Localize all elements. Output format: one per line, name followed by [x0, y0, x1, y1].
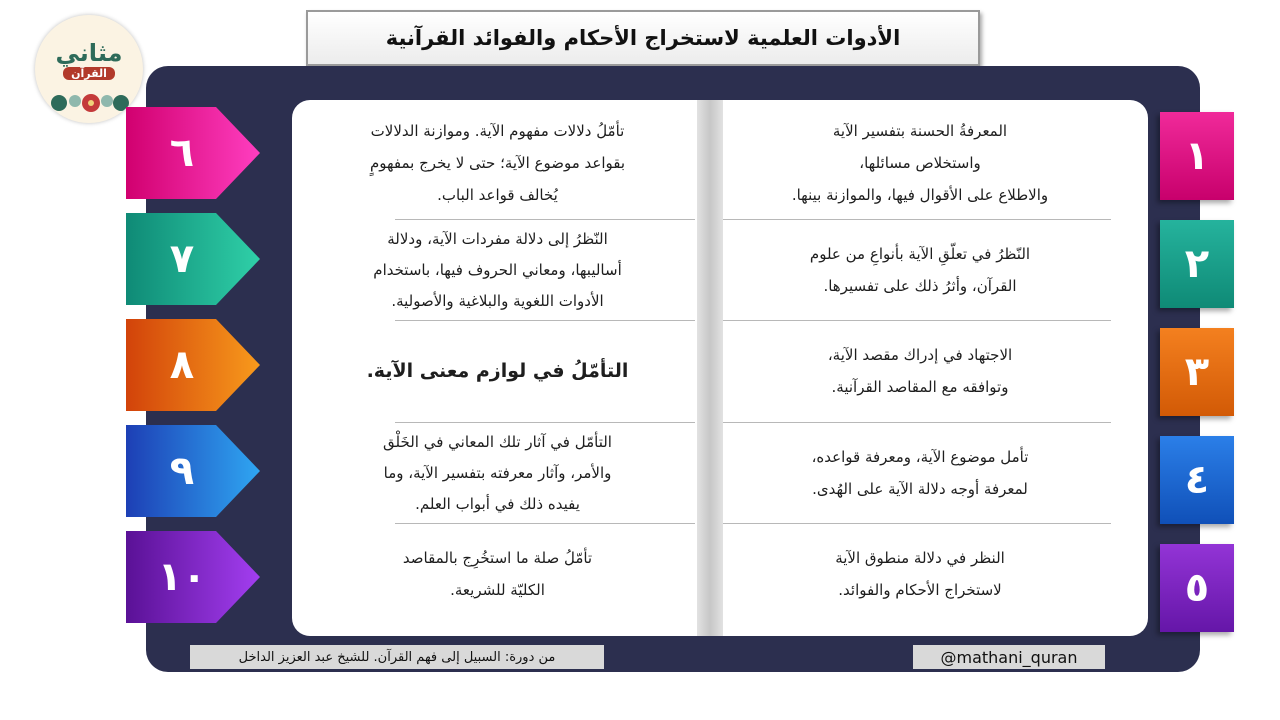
tool-6-text: [300, 108, 695, 218]
number-tab-7: [126, 213, 260, 305]
tool-5-text: [735, 524, 1105, 624]
tool-4-line: تأمل موضوع الآية، ومعرفة قواعده،: [811, 448, 1029, 466]
number-tab-9: [126, 425, 260, 517]
number-tab-2: ٢: [1160, 220, 1234, 308]
number-tab-8: [126, 319, 260, 411]
number-tab-9-label: ٩: [169, 448, 195, 494]
tool-2-line: القرآن، وأثرُ ذلك على تفسيرها.: [823, 277, 1017, 295]
column-divider: [697, 100, 723, 636]
tool-6-line: يُخالف قواعد الباب.: [437, 186, 558, 204]
tool-9-line: يفيده ذلك في أبواب العلم.: [415, 494, 580, 513]
number-tab-8-label: ٨: [169, 342, 195, 388]
social-handle: @mathani_quran: [913, 645, 1105, 669]
course-source: من دورة: السبيل إلى فهم القرآن. للشيخ عبد العزيز الداخل: [190, 645, 604, 669]
tool-6-line: بقواعد موضوع الآية؛ حتى لا يخرج بمفهومٍ: [369, 154, 626, 172]
logo-text-main: مثاني: [55, 38, 123, 67]
number-tab-6-label: ٦: [169, 130, 195, 176]
tool-9-line: التأمّل في آثار تلك المعاني في الخَلْق: [383, 432, 612, 451]
tool-10-line: تأمّلُ صلة ما استخُرِج بالمقاصد: [402, 549, 593, 567]
tool-1-line: والاطلاع على الأقوال فيها، والموازنة بينها.: [791, 186, 1049, 204]
tool-4-line: لمعرفة أوجه دلالة الآية على الهُدى.: [812, 480, 1028, 498]
number-tab-7-label: ٧: [169, 236, 195, 282]
tool-9-line: والأمر، وآثار معرفته بتفسير الآية، وما: [383, 463, 612, 482]
tool-7-line: النّظرُ إلى دلالة مفردات الآية، ودلالة: [387, 229, 608, 248]
page-title: الأدوات العلمية لاستخراج الأحكام والفوائد القرآنية: [306, 10, 980, 66]
number-tab-4: ٤: [1160, 436, 1234, 524]
tool-7-line: الأدوات اللغوية والبلاغية والأصولية.: [391, 291, 604, 310]
tool-7-line: أساليبها، ومعاني الحروف فيها، باستخدام: [373, 260, 622, 279]
number-tab-1: ١: [1160, 112, 1234, 200]
tool-10-line: الكليّة للشريعة.: [450, 581, 545, 599]
tool-1-line: واستخلاص مسائلها،: [859, 154, 981, 172]
tool-5-line: النظر في دلالة منطوق الآية: [835, 549, 1005, 567]
number-tab-10-label: ١٠: [157, 554, 207, 600]
tool-3-line: الاجتهاد في إدراك مقصد الآية،: [827, 346, 1013, 364]
tool-3-text: [735, 321, 1105, 421]
tool-2-line: النّظرُ في تعلّقِ الآية بأنواعِ من علوم: [809, 245, 1031, 263]
tool-2-text: [735, 220, 1105, 320]
tool-3-line: وتوافقه مع المقاصد القرآنية.: [831, 378, 1009, 396]
tool-7-text: [300, 220, 695, 320]
logo-text-sub: القرآن: [63, 67, 115, 80]
number-tab-10: [126, 531, 260, 623]
tool-6-line: تأمّلُ دلالات مفهوم الآية. وموازنة الدلالات: [370, 122, 625, 140]
tool-1-line: المعرفةُ الحسنة بتفسير الآية: [832, 122, 1008, 140]
tool-4-text: [735, 423, 1105, 523]
tool-9-text: [300, 423, 695, 523]
number-tab-5: ٥: [1160, 544, 1234, 632]
tool-8-line: التأمّلُ في لوازم معنى الآية.: [366, 360, 629, 382]
tool-10-text: [300, 524, 695, 624]
tool-8-text: [300, 321, 695, 421]
tool-5-line: لاستخراج الأحكام والفوائد.: [838, 581, 1002, 599]
number-tab-3: ٣: [1160, 328, 1234, 416]
logo-flowers-icon: [45, 89, 133, 115]
number-tab-6: [126, 107, 260, 199]
tool-1-text: [735, 108, 1105, 218]
